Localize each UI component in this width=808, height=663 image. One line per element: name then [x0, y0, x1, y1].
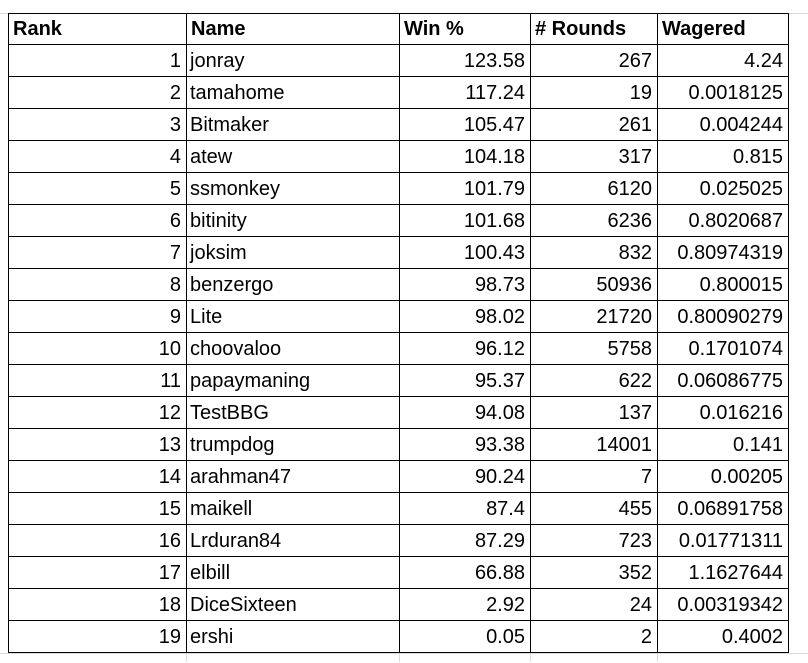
cell-win[interactable]: 98.73 — [400, 269, 531, 301]
cell-wagered[interactable]: 4.24 — [658, 45, 789, 77]
cell-win[interactable]: 123.58 — [400, 45, 531, 77]
cell-rank[interactable]: 3 — [9, 109, 187, 141]
cell-wagered[interactable]: 0.06891758 — [658, 493, 789, 525]
cell-name[interactable]: benzergo — [187, 269, 400, 301]
table-row — [9, 45, 789, 77]
cell-name[interactable]: ershi — [187, 621, 400, 653]
cell-wagered[interactable]: 0.00319342 — [658, 589, 789, 621]
cell-name[interactable]: trumpdog — [187, 429, 400, 461]
cell-win[interactable]: 87.4 — [400, 493, 531, 525]
table-row — [9, 461, 789, 493]
table-row — [9, 525, 789, 557]
cell-wagered[interactable]: 0.8020687 — [658, 205, 789, 237]
cell-win[interactable]: 101.79 — [400, 173, 531, 205]
cell-rounds[interactable]: 6236 — [531, 205, 658, 237]
cell-rank[interactable]: 15 — [9, 493, 187, 525]
table-row — [9, 493, 789, 525]
cell-wagered[interactable]: 0.815 — [658, 141, 789, 173]
cell-rank[interactable]: 16 — [9, 525, 187, 557]
cell-rounds[interactable]: 14001 — [531, 429, 658, 461]
gridline — [530, 653, 531, 662]
cell-name[interactable]: bitinity — [187, 205, 400, 237]
cell-rank[interactable]: 2 — [9, 77, 187, 109]
table-row — [9, 109, 789, 141]
cell-name[interactable]: DiceSixteen — [187, 589, 400, 621]
cell-win[interactable]: 0.05 — [400, 621, 531, 653]
cell-wagered[interactable]: 0.1701074 — [658, 333, 789, 365]
cell-rank[interactable]: 17 — [9, 557, 187, 589]
table-row — [9, 589, 789, 621]
table-row — [9, 557, 789, 589]
cell-win[interactable]: 98.02 — [400, 301, 531, 333]
table-row — [9, 205, 789, 237]
table-row — [9, 173, 789, 205]
cell-rounds[interactable]: 21720 — [531, 301, 658, 333]
cell-rounds[interactable]: 261 — [531, 109, 658, 141]
cell-name[interactable]: choovaloo — [187, 333, 400, 365]
cell-win[interactable]: 100.43 — [400, 237, 531, 269]
cell-wagered[interactable]: 0.016216 — [658, 397, 789, 429]
table-row — [9, 333, 789, 365]
header-cell-rounds[interactable]: # Rounds — [531, 14, 658, 45]
cell-rank[interactable]: 18 — [9, 589, 187, 621]
cell-wagered[interactable]: 0.80090279 — [658, 301, 789, 333]
cell-wagered[interactable]: 0.0018125 — [658, 77, 789, 109]
cell-win[interactable]: 104.18 — [400, 141, 531, 173]
header-cell-wagered[interactable]: Wagered — [658, 14, 789, 45]
cell-rank[interactable]: 13 — [9, 429, 187, 461]
cell-win[interactable]: 117.24 — [400, 77, 531, 109]
table-row — [9, 269, 789, 301]
cell-name[interactable]: Bitmaker — [187, 109, 400, 141]
cell-rounds[interactable]: 2 — [531, 621, 658, 653]
table-row — [9, 77, 789, 109]
cell-name[interactable]: arahman47 — [187, 461, 400, 493]
leaderboard-table — [8, 13, 789, 653]
cell-rank[interactable]: 9 — [9, 301, 187, 333]
table-row — [9, 237, 789, 269]
header-cell-rank[interactable]: Rank — [9, 14, 187, 45]
cell-rounds[interactable]: 5758 — [531, 333, 658, 365]
cell-name[interactable]: elbill — [187, 557, 400, 589]
cell-rank[interactable]: 1 — [9, 45, 187, 77]
spreadsheet — [8, 0, 798, 662]
cell-name[interactable]: Lrduran84 — [187, 525, 400, 557]
cell-rounds[interactable]: 723 — [531, 525, 658, 557]
cell-rank[interactable]: 6 — [9, 205, 187, 237]
cell-name[interactable]: jonray — [187, 45, 400, 77]
cell-wagered[interactable]: 0.800015 — [658, 269, 789, 301]
cell-rank[interactable]: 8 — [9, 269, 187, 301]
cell-rounds[interactable]: 267 — [531, 45, 658, 77]
cell-name[interactable]: atew — [187, 141, 400, 173]
cell-rank[interactable]: 5 — [9, 173, 187, 205]
cell-name[interactable]: ssmonkey — [187, 173, 400, 205]
cell-rank[interactable]: 12 — [9, 397, 187, 429]
table-row — [9, 301, 789, 333]
cell-wagered[interactable]: 0.141 — [658, 429, 789, 461]
cell-rounds[interactable]: 455 — [531, 493, 658, 525]
cell-wagered[interactable]: 0.025025 — [658, 173, 789, 205]
cell-wagered[interactable]: 0.00205 — [658, 461, 789, 493]
cell-name[interactable]: joksim — [187, 237, 400, 269]
cell-wagered[interactable]: 0.01771311 — [658, 525, 789, 557]
cell-win[interactable]: 105.47 — [400, 109, 531, 141]
cell-name[interactable]: tamahome — [187, 77, 400, 109]
table-row — [9, 621, 789, 653]
table-row — [9, 429, 789, 461]
cell-rank[interactable]: 19 — [9, 621, 187, 653]
cell-rounds[interactable]: 24 — [531, 589, 658, 621]
cell-rounds[interactable]: 50936 — [531, 269, 658, 301]
cell-name[interactable]: TestBBG — [187, 397, 400, 429]
cell-rounds[interactable]: 6120 — [531, 173, 658, 205]
cell-wagered[interactable]: 0.80974319 — [658, 237, 789, 269]
header-row — [9, 14, 789, 45]
cell-wagered[interactable]: 0.4002 — [658, 621, 789, 653]
gridline — [657, 653, 658, 662]
cell-win[interactable]: 87.29 — [400, 525, 531, 557]
cell-rank[interactable]: 10 — [9, 333, 187, 365]
gridline — [399, 653, 400, 662]
cell-name[interactable]: papaymaning — [187, 365, 400, 397]
cell-win[interactable]: 66.88 — [400, 557, 531, 589]
cell-win[interactable]: 2.92 — [400, 589, 531, 621]
cell-rounds[interactable]: 832 — [531, 237, 658, 269]
header-cell-win[interactable]: Win % — [400, 14, 531, 45]
cell-rounds[interactable]: 7 — [531, 461, 658, 493]
table-row — [9, 397, 789, 429]
cell-win[interactable]: 93.38 — [400, 429, 531, 461]
cell-win[interactable]: 95.37 — [400, 365, 531, 397]
cell-rounds[interactable]: 19 — [531, 77, 658, 109]
cell-rank[interactable]: 14 — [9, 461, 187, 493]
cell-rounds[interactable]: 317 — [531, 141, 658, 173]
cell-name[interactable]: maikell — [187, 493, 400, 525]
cell-rank[interactable]: 7 — [9, 237, 187, 269]
table-row — [9, 141, 789, 173]
cell-rank[interactable]: 11 — [9, 365, 187, 397]
table-row — [9, 365, 789, 397]
header-cell-name[interactable]: Name — [187, 14, 400, 45]
cell-wagered[interactable]: 0.06086775 — [658, 365, 789, 397]
cell-rank[interactable]: 4 — [9, 141, 187, 173]
cell-win[interactable]: 90.24 — [400, 461, 531, 493]
cell-win[interactable]: 96.12 — [400, 333, 531, 365]
cell-rounds[interactable]: 622 — [531, 365, 658, 397]
gridline — [186, 653, 187, 662]
cell-wagered[interactable]: 1.1627644 — [658, 557, 789, 589]
cell-win[interactable]: 94.08 — [400, 397, 531, 429]
cell-rounds[interactable]: 137 — [531, 397, 658, 429]
cell-rounds[interactable]: 352 — [531, 557, 658, 589]
cell-name[interactable]: Lite — [187, 301, 400, 333]
cell-win[interactable]: 101.68 — [400, 205, 531, 237]
cell-wagered[interactable]: 0.004244 — [658, 109, 789, 141]
